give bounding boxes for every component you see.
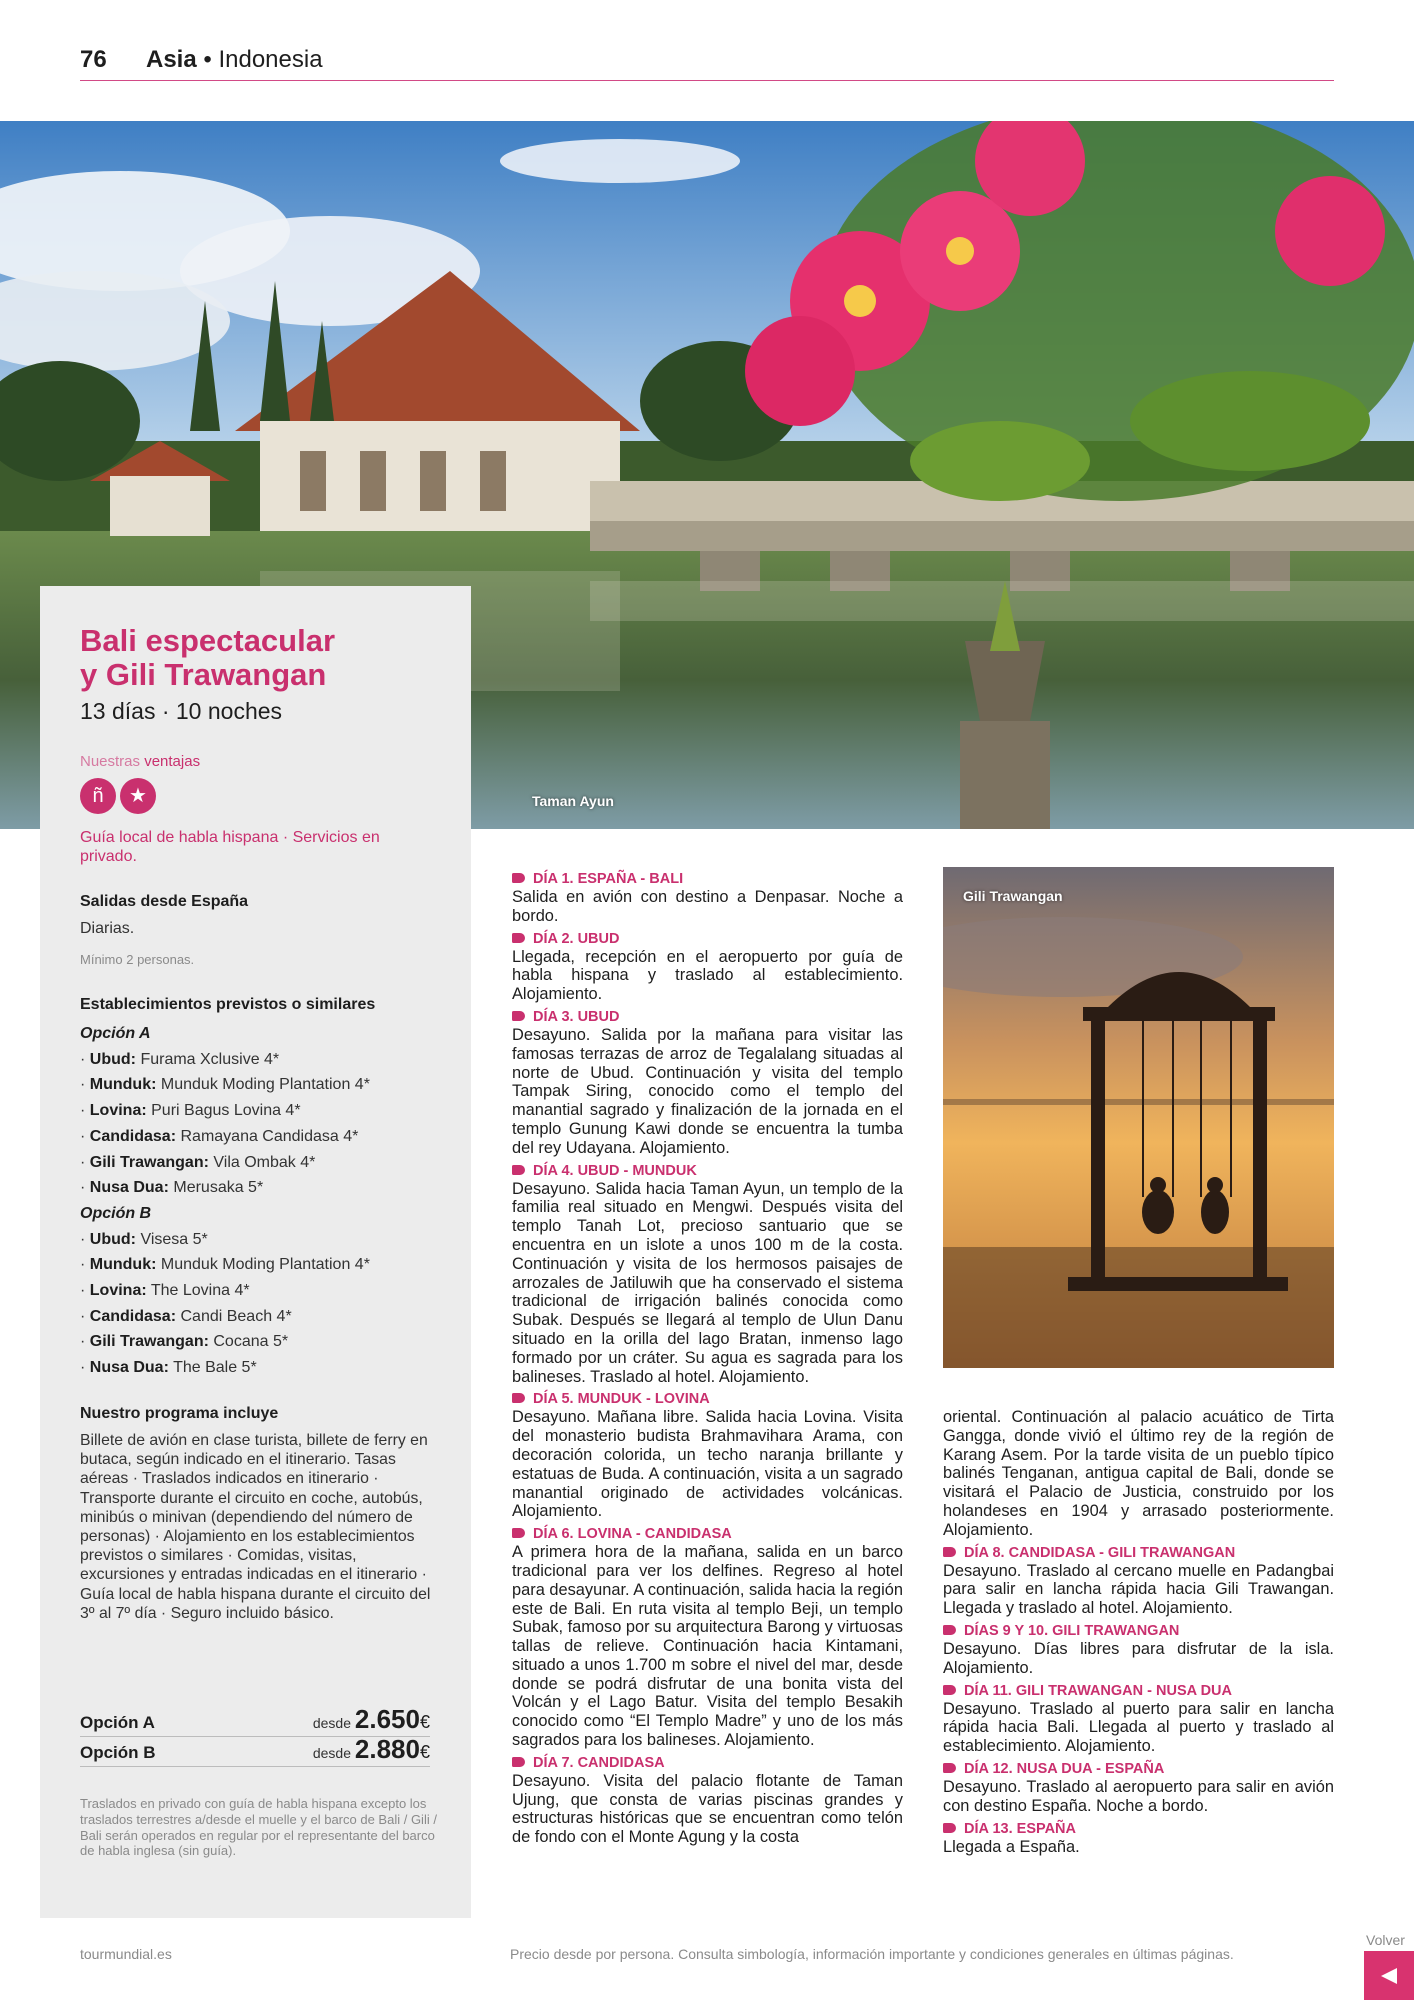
footer-note: Precio desde por persona. Consulta simbología, información importante y condiciones generales en últimas páginas. xyxy=(510,1946,1234,1962)
day-text: Desayuno. Salida por la mañana para visitar las famosas terrazas de arroz de Tegalalang situadas al norte de Ubud. Continuación y visita del templo Tampak Siring, conocido como el templo del manantial sagrado y finalización de la jornada en el templo Gunung Kawi donde se encuentra la tumba del rey Udayana. Alojamiento. xyxy=(512,1025,903,1157)
day-title: DÍAS 9 Y 10. GILI TRAWANGAN xyxy=(943,1623,1334,1640)
price-value: desde 2.650€ xyxy=(312,1704,430,1734)
day-title: DÍA 6. LOVINA - CANDIDASA xyxy=(512,1526,903,1543)
day-title: DÍA 1. ESPAÑA - BALI xyxy=(512,871,903,888)
hotel-item: · Nusa Dua: The Bale 5* xyxy=(80,1359,257,1377)
fine-print: Traslados en privado con guía de habla hispana excepto los traslados terrestres a/desde el muelle y el barco de Bali / Gili / Bali serán operados en regular por el representante del barco de habla inglesa (sin guía). xyxy=(80,1796,437,1859)
hotel-item: · Candidasa: Candi Beach 4* xyxy=(80,1307,292,1325)
tour-title-line2: y Gili Trawangan xyxy=(80,657,327,692)
day-text: Llegada, recepción en el aeropuerto por guía de habla hispana y traslado al establecimiento. Alojamiento. xyxy=(512,947,903,1004)
tour-duration: 13 días · 10 noches xyxy=(80,698,283,724)
website-link[interactable]: tourmundial.es xyxy=(80,1946,172,1962)
continent-label: Asia xyxy=(146,46,197,73)
advantages-label: ventajas xyxy=(144,753,201,770)
tour-title-line1: Bali espectacular xyxy=(80,623,336,658)
day-text: Desayuno. Días libres para disfrutar de la isla. Alojamiento. xyxy=(943,1639,1334,1677)
departures-note: Mínimo 2 personas. xyxy=(80,952,195,967)
advantages-prefix: Nuestras xyxy=(80,753,141,770)
price-option: Opción A xyxy=(80,1713,155,1732)
day-title: DÍA 3. UBUD xyxy=(512,1009,903,1026)
page-number: 76 xyxy=(80,46,107,73)
itinerary-column-2 xyxy=(943,1408,1334,1856)
day-text: Desayuno. Visita del palacio flotante de Taman Ujung, que consta de varias piscinas grandes y estructuras históricas que se encuentran como telón de fondo con el Monte Agung y la costa xyxy=(512,1771,903,1847)
program-text: Billete de avión en clase turista, billete de ferry en butaca, según indicado en el itinerario. Tasas aéreas · Traslados indicados en itinerario · Transporte durante el circuito en coche, autobús, minibús o minivan (dependiendo del número de personas) · Alojamiento en los establecimientos previstos o similares · Comidas, visitas, excursiones y entradas indicadas en el itinerario · Guía local de habla hispana durante el circuito del 3º al 7º día · Seguro incluido básico. xyxy=(80,1432,431,1622)
country-label: Indonesia xyxy=(218,46,323,73)
page-header xyxy=(80,44,1334,81)
tour-title xyxy=(80,624,335,692)
price-row-b xyxy=(80,1736,430,1767)
day-text: Desayuno. Traslado al aeropuerto para salir en avión con destino España. Noche a bordo. xyxy=(943,1777,1334,1815)
day-text: A primera hora de la mañana, salida en un barco tradicional para ver los delfines. Regreso al hotel para desayunar. A continuación, salida hacia la región este de Bali. En ruta visita al templo Beji, un templo Subak, famoso por su arquitectura Barong y virtuosas tallas de relieve. Continuación hacia Kintamani, situado a unos 1.700 m sobre el nivel del mar, desde donde se podrá disfrutar de una bonita vista del Volcán y el Lago Batur. Visita del templo Besakih conocido como “El Templo Madre” y uno de los más sagrados para los balineses. Alojamiento. xyxy=(512,1543,903,1750)
day-text: Desayuno. Mañana libre. Salida hacia Lovina. Visita del monasterio budista Brahmavihara Arama, con decoración colorida, un techo naranja brillante y estatuas de Buda. A continuación, visita a un sagrado manantial originado de actividades volcánicas. Alojamiento. xyxy=(512,1408,903,1521)
price-option: Opción B xyxy=(80,1743,156,1762)
advantages-heading xyxy=(80,753,200,770)
advantages-icons xyxy=(80,778,160,814)
price-row-a xyxy=(80,1706,430,1737)
departures-title: Salidas desde España xyxy=(80,893,249,910)
hotel-item: · Nusa Dua: Merusaka 5* xyxy=(80,1179,264,1197)
hotel-item: · Lovina: The Lovina 4* xyxy=(80,1282,250,1300)
day-text-continued: oriental. Continuación al palacio acuático de Tirta Gangga, donde vivió el último rey de la región de Karang Asem. Por la tarde visita de un pueblo típico balinés Tenganan, antigua capital de Bali, donde se visitará el Palacio de Justicia, construido por los holandeses en 1904 y arrasado posteriormente. Alojamiento. xyxy=(943,1408,1334,1539)
breadcrumb xyxy=(146,46,323,74)
hero-caption: Taman Ayun xyxy=(532,793,614,809)
back-button[interactable] xyxy=(1364,1951,1414,2000)
itinerary-column-1 xyxy=(512,866,903,1847)
day-text: Desayuno. Traslado al puerto para salir en lancha rápida hacia Bali. Llegada al puerto y traslado al establecimiento. Alojamiento. xyxy=(943,1699,1334,1756)
day-text: Salida en avión con destino a Denpasar. Noche a bordo. xyxy=(512,888,903,925)
photo-caption: Gili Trawangan xyxy=(963,888,1063,904)
price-value: desde 2.880€ xyxy=(312,1734,430,1764)
departures-text: Diarias. xyxy=(80,920,135,937)
day-title: DÍA 2. UBUD xyxy=(512,931,903,948)
day-text: Llegada a España. xyxy=(943,1837,1080,1856)
day-text: Desayuno. Traslado al cercano muelle en Padangbai para salir en lancha rápida hacia Gili Trawangan. Llegada y traslado al hotel. Alojamiento. xyxy=(943,1561,1334,1618)
hotel-item: · Munduk: Munduk Moding Plantation 4* xyxy=(80,1076,370,1094)
back-label: Volver xyxy=(1366,1932,1405,1948)
day-title: DÍA 13. ESPAÑA xyxy=(943,1821,1334,1838)
program-title: Nuestro programa incluye xyxy=(80,1405,279,1422)
day-title: DÍA 12. NUSA DUA - ESPAÑA xyxy=(943,1761,1334,1778)
hotel-item: · Candidasa: Ramayana Candidasa 4* xyxy=(80,1127,359,1145)
hotel-item: · Lovina: Puri Bagus Lovina 4* xyxy=(80,1102,301,1120)
hotel-option-title: Opción B xyxy=(80,1204,152,1222)
day-title: DÍA 8. CANDIDASA - GILI TRAWANGAN xyxy=(943,1545,1334,1562)
day-text: Desayuno. Salida hacia Taman Ayun, un templo de la familia real situado en Mengwi. Después visita del templo Tanah Lot, precioso santuario que se encuentra en un islote a unos 100 m de la costa. Continuación y visita de los hermosos paisajes de arrozales de Jatiluwih que ha conservado el sistema tradicional de irrigación balinés conocida como Subak. Después se llegará al templo de Ulun Danu situado en la orilla del lago Bratan, inmenso lago formado por un cráter. Su agua es sagrada para los balineses. Traslado al hotel. Alojamiento. xyxy=(512,1179,903,1386)
hotel-item: · Ubud: Furama Xclusive 4* xyxy=(80,1050,280,1068)
hotel-item: · Munduk: Munduk Moding Plantation 4* xyxy=(80,1256,370,1274)
spanish-guide-icon: ñ xyxy=(80,778,116,814)
day-title: DÍA 7. CANDIDASA xyxy=(512,1755,903,1772)
breadcrumb-separator: • xyxy=(196,46,219,73)
day-title: DÍA 11. GILI TRAWANGAN - NUSA DUA xyxy=(943,1683,1334,1700)
hotel-item: · Gili Trawangan: Vila Ombak 4* xyxy=(80,1153,316,1171)
hotel-item: · Gili Trawangan: Cocana 5* xyxy=(80,1333,289,1351)
day-title: DÍA 4. UBUD - MUNDUK xyxy=(512,1163,903,1180)
gili-trawangan-photo xyxy=(943,867,1334,1368)
hotel-option-title: Opción A xyxy=(80,1025,151,1042)
back-arrow-icon xyxy=(1377,1964,1401,1988)
day-title: DÍA 5. MUNDUK - LOVINA xyxy=(512,1391,903,1408)
hotel-item: · Ubud: Visesa 5* xyxy=(80,1230,208,1248)
hotels-list xyxy=(80,1021,370,1381)
hotels-title: Establecimientos previstos o similares xyxy=(80,996,376,1013)
star-icon: ★ xyxy=(120,778,156,814)
services-text: Guía local de habla hispana · Servicios en privado. xyxy=(80,829,380,865)
